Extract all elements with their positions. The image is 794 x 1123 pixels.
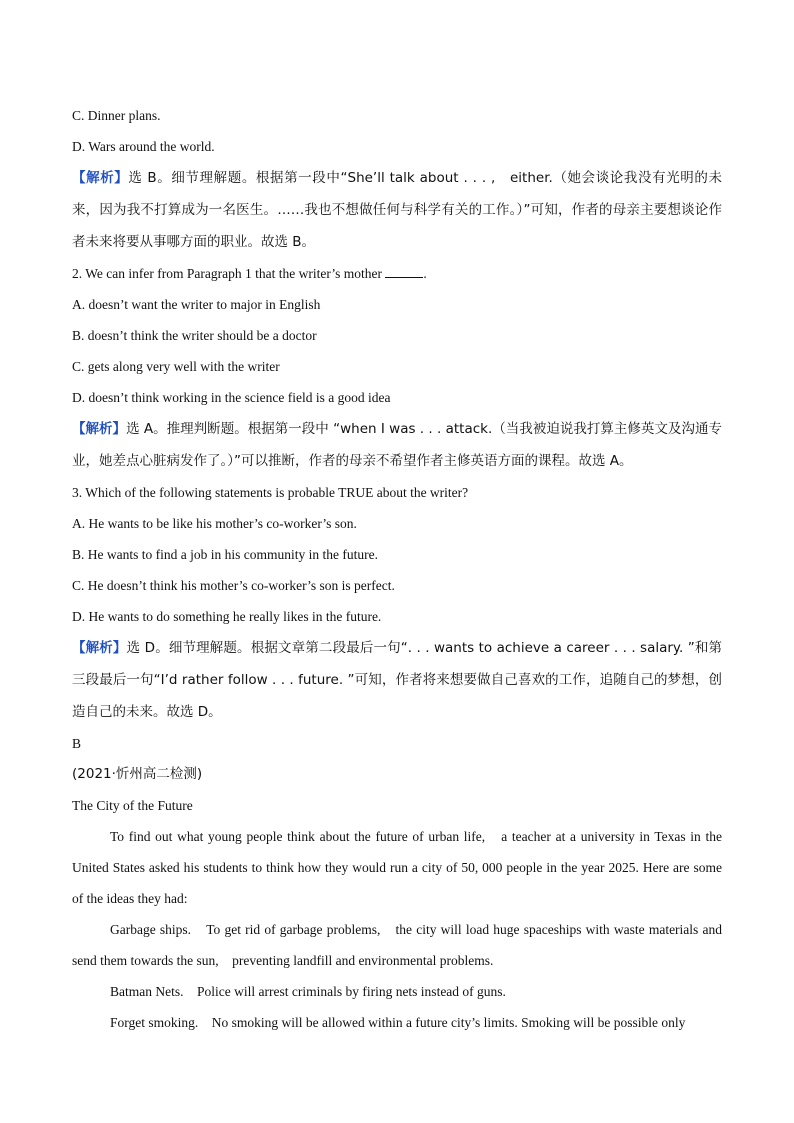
- q3-stem: 3. Which of the following statements is probable TRUE about the writer?: [72, 485, 469, 500]
- q2-option-d: D. doesn’t think working in the science field is a good idea: [72, 390, 391, 405]
- q1-option-d: D. Wars around the world.: [72, 139, 215, 154]
- passage-title: The City of the Future: [72, 798, 193, 813]
- analysis-tag: 【解析】: [72, 170, 129, 186]
- q2-stem: [72, 258, 722, 289]
- q3-option-a: A. He wants to be like his mother’s co-worker’s son.: [72, 516, 357, 531]
- passage-paragraph: Forget smoking. No smoking will be allowed within a future city’s limits. Smoking will be possible only: [110, 1015, 686, 1030]
- q2-analysis: [72, 413, 722, 477]
- answer-blank: [385, 265, 423, 278]
- q3-option-c: C. He doesn’t think his mother’s co-worker’s son is perfect.: [72, 578, 395, 593]
- analysis-text: 选 B。细节理解题。根据第一段中“She’ll talk about . . . , either.（她会谈论我没有光明的未来，因为我不打算成为一名医生。……我也不想做任何与科学有关的工作。）”可知，作者的母亲主要想谈论作者未来将要从事哪方面的职业。故选 B。: [72, 170, 722, 250]
- analysis-tag: 【解析】: [72, 421, 127, 437]
- q1-option-c: C. Dinner plans.: [72, 108, 161, 123]
- analysis-text: 选 A。推理判断题。根据第一段中 “when I was . . . attack.（当我被迫说我打算主修英文及沟通专业，她差点心脏病发作了。）”可以推断，作者的母亲不希望作者主修英语方面的课程。故选 A。: [72, 421, 722, 469]
- passage-paragraph: To find out what young people think about the future of urban life, a teacher at a university in Texas in the United States asked his students to think how they would run a city of 50, 000 people in the year 2025. Here are some of the ideas they had:: [72, 829, 722, 906]
- q3-option-b: B. He wants to find a job in his community in the future.: [72, 547, 378, 562]
- q3-analysis: [72, 632, 722, 728]
- passage-label: B: [72, 736, 82, 751]
- analysis-text: 选 D。细节理解题。根据文章第二段最后一句“. . . wants to achieve a career . . . salary. ”和第三段最后一句“I’d rather follow . . . future. ”可知，作者将来想要做自己喜欢的工作，追随自己的梦想，创造自己的未来。故选 D。: [72, 640, 722, 720]
- passage-source: (2021·忻州高二检测): [72, 766, 203, 782]
- passage-paragraph: Batman Nets. Police will arrest criminals by firing nets instead of guns.: [110, 984, 506, 999]
- q2-option-c: C. gets along very well with the writer: [72, 359, 280, 374]
- analysis-tag: 【解析】: [72, 640, 127, 656]
- document-page: [72, 100, 722, 1038]
- q2-stem-text: 2. We can infer from Paragraph 1 that the writer’s mother: [72, 266, 382, 281]
- q2-stem-end: .: [423, 266, 427, 281]
- q2-option-a: A. doesn’t want the writer to major in English: [72, 297, 321, 312]
- q3-option-d: D. He wants to do something he really likes in the future.: [72, 609, 382, 624]
- q1-analysis: [72, 162, 722, 258]
- q2-option-b: B. doesn’t think the writer should be a doctor: [72, 328, 317, 343]
- passage-paragraph: Garbage ships. To get rid of garbage problems, the city will load huge spaceships with waste materials and send them towards the sun, preventing landfill and environmental problems.: [72, 922, 722, 968]
